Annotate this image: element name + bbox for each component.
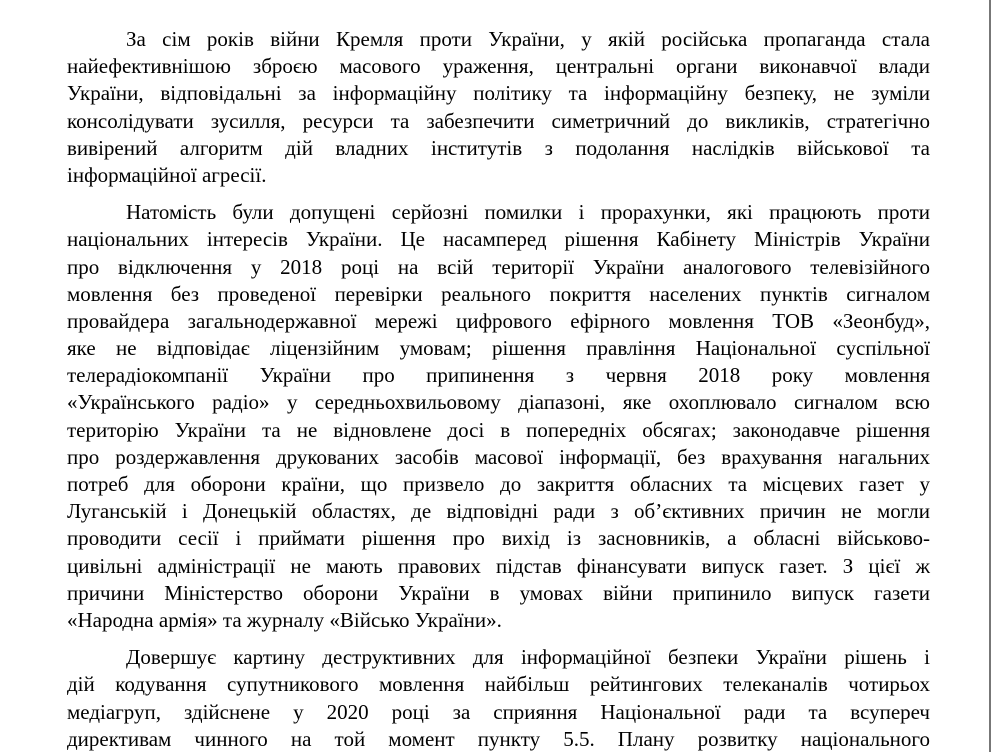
text-line: консолідувати зусилля, ресурси та забезпечити симетричний до викликів, стратегічно xyxy=(67,108,930,133)
text-line: причини Міністерство оборони України в умовах війни припинило випуск газети xyxy=(67,580,930,605)
text-line: Довершує картину деструктивних для інформаційної безпеки України рішень і xyxy=(126,645,930,670)
paragraph-3 xyxy=(67,644,930,752)
text-line: вивірений алгоритм дій владних інститутів з подолання наслідків військової та xyxy=(67,135,930,160)
text-line: потреб для оборони країни, що призвело до закриття обласних та місцевих газет у xyxy=(67,472,930,496)
text-line: Натомість були допущені серйозні помилки і прорахунки, які працюють проти xyxy=(126,200,930,225)
text-line: про роздержавлення друкованих засобів масової інформації, без врахування нагальних xyxy=(67,444,930,469)
text-line: національних інтересів України. Це насамперед рішення Кабінету Міністрів України xyxy=(67,227,930,252)
text-line: За сім років війни Кремля проти України, у якій російська пропаганда стала xyxy=(126,27,930,51)
paragraph-2 xyxy=(67,199,930,634)
text-line: провайдера загальнодержавної мережі цифрового ефірного мовлення ТОВ «Зеонбуд», xyxy=(67,308,930,333)
text-line: про відключення у 2018 році на всій території України аналогового телевізійного xyxy=(67,254,930,279)
text-line: медіагруп, здійснене у 2020 році за сприяння Національної ради та всупереч xyxy=(67,699,930,724)
text-line: Луганській і Донецькій областях, де відповідні ради з об’єктивних причин не могли xyxy=(67,499,930,524)
text-line: телерадіокомпанії України про припинення з червня 2018 року мовлення xyxy=(67,363,930,388)
text-line: мовлення без проведеної перевірки реального покриття населених пунктів сигналом xyxy=(67,281,930,306)
text-line: України, відповідальні за інформаційну політику та інформаційну безпеку, не зуміли xyxy=(67,81,930,106)
document-body xyxy=(67,26,930,752)
text-line: найефективнішою зброєю масового ураження, центральні органи виконавчої влади xyxy=(67,54,930,79)
text-line: директивам чинного на той момент пункту 5.5. Плану розвитку національного xyxy=(67,726,930,751)
text-line: «Народна армія» та журналу «Військо України». xyxy=(67,607,502,632)
text-line: «Українського радіо» у середньохвильовому діапазоні, яке охоплювало сигналом всю xyxy=(67,390,930,415)
text-line: інформаційної агресії. xyxy=(67,162,267,187)
text-line: цивільні адміністрації не мають правових підстав фінансувати випуск газет. З цієї ж xyxy=(67,553,930,578)
text-line: територію України та не відновлене досі в попередніх обсягах; законодавче рішення xyxy=(67,417,930,442)
text-line: яке не відповідає ліцензійним умовам; рішення правління Національної суспільної xyxy=(67,336,930,361)
text-line: дій кодування супутникового мовлення найбільш рейтингових телеканалів чотирьох xyxy=(67,672,930,697)
paragraph-1 xyxy=(67,26,930,189)
text-line: проводити сесії і приймати рішення про вихід із засновників, а обласні військово- xyxy=(67,526,930,551)
